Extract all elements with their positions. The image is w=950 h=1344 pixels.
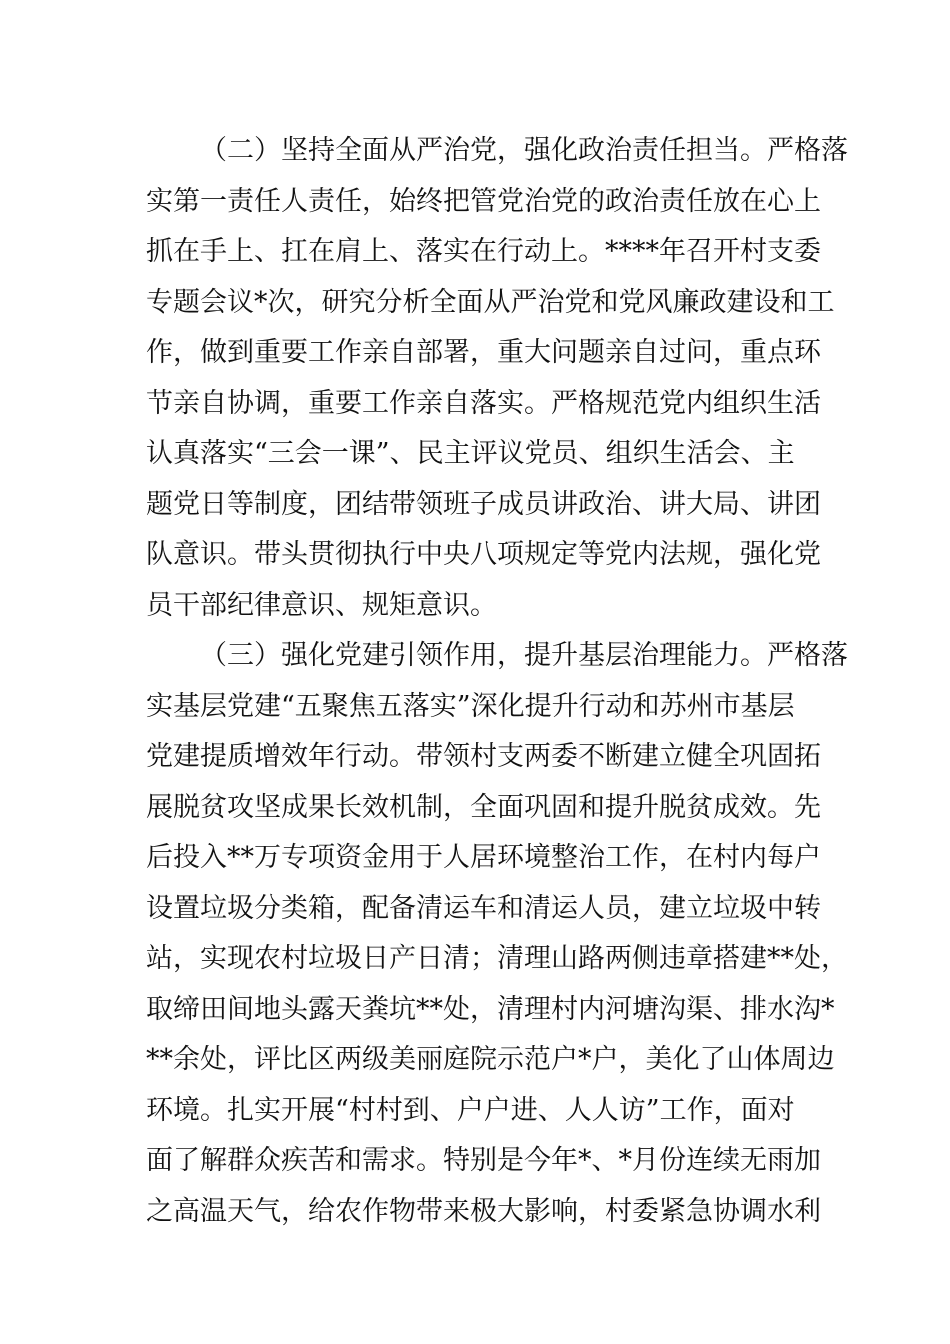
text-line: 展脱贫攻坚成果长效机制，全面巩固和提升脱贫成效。先: [146, 791, 821, 823]
text-line: 党建提质增效年行动。带领村支两委不断建立健全巩固拓: [146, 741, 821, 772]
text-line: 实基层党建“五聚焦五落实”深化提升行动和苏州市基层: [146, 690, 795, 722]
text-line: 环境。扎实开展“村村到、户户进、人人访”工作，面对: [146, 1094, 795, 1126]
text-line: 之高温天气，给农作物带来极大影响，村委紧急协调水利: [146, 1195, 821, 1227]
text-line: 实第一责任人责任，始终把管党治党的政治责任放在心上: [146, 185, 821, 217]
text-line: 后投入**万专项资金用于人居环境整治工作，在村内每户: [146, 842, 821, 873]
text-line: **余处，评比区两级美丽庭院示范户*户，美化了山体周边: [146, 1044, 835, 1075]
text-line: 抓在手上、扛在肩上、落实在行动上。****年召开村支委: [146, 236, 821, 267]
text-line: 作，做到重要工作亲自部署，重大问题亲自过问，重点环: [146, 337, 821, 368]
text-line: 站，实现农村垃圾日产日清；清理山路两侧违章搭建**处，: [146, 943, 848, 974]
text-line: 面了解群众疾苦和需求。特别是今年*、*月份连续无雨加: [146, 1145, 821, 1176]
text-line: 员干部纪律意识、规矩意识。: [146, 589, 497, 621]
text-line: 专题会议*次，研究分析全面从严治党和党风廉政建设和工: [146, 286, 835, 318]
text-line: 取缔田间地头露天粪坑**处，清理村内河塘沟渠、排水沟*: [146, 993, 835, 1025]
section-2-heading-line: （二）坚持全面从严治党，强化政治责任担当。严格落: [200, 135, 848, 166]
text-line: 设置垃圾分类箱，配备清运车和清运人员，建立垃圾中转: [146, 892, 821, 924]
section-3-heading-line: （三）强化党建引领作用，提升基层治理能力。严格落: [200, 640, 848, 671]
text-line: 节亲自协调，重要工作亲自落实。严格规范党内组织生活: [146, 387, 821, 419]
document-body: [146, 126, 848, 1237]
text-line: 队意识。带头贯彻执行中央八项规定等党内法规，强化党: [146, 539, 821, 570]
text-line: 认真落实“三会一课”、民主评议党员、组织生活会、主: [146, 438, 795, 469]
text-line: 题党日等制度，团结带领班子成员讲政治、讲大局、讲团: [146, 488, 821, 520]
